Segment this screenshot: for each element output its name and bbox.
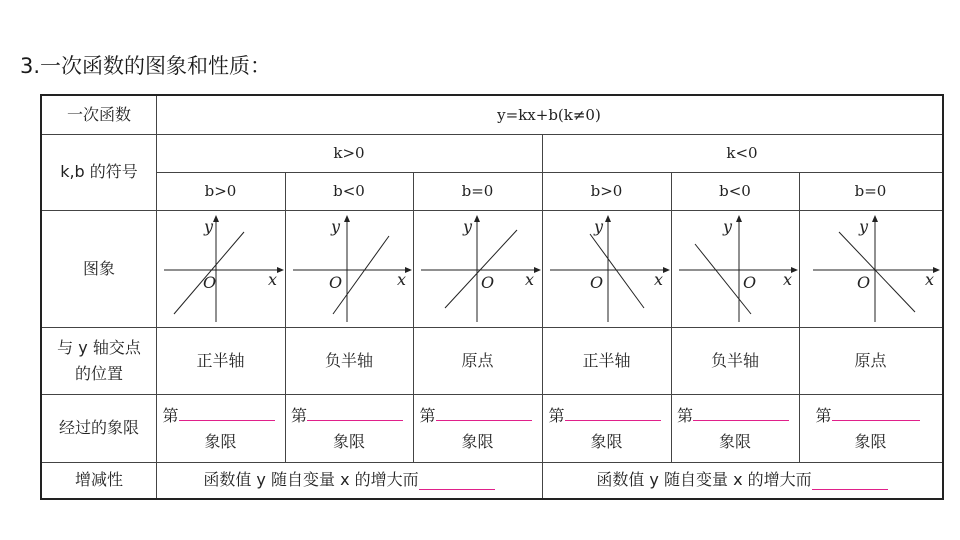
y-axis-label: y	[463, 217, 473, 236]
quadrant-cell	[285, 394, 413, 462]
quadrant-prefix: 第	[162, 405, 179, 425]
intersection-value: 负半轴	[324, 350, 373, 370]
function-properties-table	[40, 94, 944, 500]
row-label-signs: k,b 的符号	[60, 162, 138, 181]
graph-k-neg-b-pos	[542, 210, 671, 327]
quadrant-prefix: 第	[548, 405, 565, 425]
answer-blank[interactable]	[436, 402, 532, 421]
k-negative-header: k<0	[726, 144, 758, 162]
quadrant-prefix: 第	[419, 405, 436, 425]
x-axis-label: x	[397, 270, 407, 289]
origin-label: O	[329, 273, 343, 292]
origin-label: O	[857, 273, 871, 292]
quadrant-cell	[156, 394, 285, 462]
graph-k-pos-b-neg	[285, 210, 413, 327]
quadrant-cell	[413, 394, 542, 462]
b-case: b=0	[461, 182, 494, 200]
x-axis-label: x	[654, 270, 664, 289]
quadrant-suffix: 象限	[854, 431, 887, 451]
y-axis-label: y	[204, 217, 214, 236]
monotonic-text: 函数值 y 随自变量 x 的增大而	[596, 470, 812, 489]
k-positive-header: k>0	[333, 144, 365, 162]
y-axis-label: y	[331, 217, 341, 236]
answer-blank[interactable]	[307, 402, 403, 421]
origin-label: O	[203, 273, 217, 292]
x-axis-label: x	[783, 270, 793, 289]
graph-k-pos-b-pos	[156, 210, 285, 327]
b-case: b>0	[590, 182, 623, 200]
quadrant-prefix: 第	[815, 405, 832, 425]
row-label-intersection	[42, 327, 156, 394]
quadrant-suffix: 象限	[461, 431, 494, 451]
row-label-intersection-line2: 的位置	[74, 363, 123, 383]
row-label-quadrant: 经过的象限	[58, 418, 139, 437]
b-case: b<0	[333, 182, 365, 200]
b-case: b=0	[854, 182, 887, 200]
answer-blank[interactable]	[693, 402, 789, 421]
b-case: b<0	[719, 182, 751, 200]
quadrant-suffix: 象限	[718, 431, 751, 451]
row-label-intersection-line1: 与 y 轴交点	[57, 337, 141, 357]
intersection-value: 原点	[854, 350, 887, 370]
intersection-value: 负半轴	[710, 350, 759, 370]
answer-blank[interactable]	[419, 471, 495, 490]
answer-blank[interactable]	[812, 471, 888, 490]
quadrant-cell	[542, 394, 671, 462]
row-label-graph: 图象	[82, 258, 115, 278]
y-axis-label: y	[859, 217, 869, 236]
origin-label: O	[590, 273, 604, 292]
intersection-value: 原点	[461, 350, 494, 370]
monotonic-cell-k-positive	[156, 462, 542, 498]
row-label-function: 一次函数	[66, 105, 131, 124]
x-axis-label: x	[925, 270, 935, 289]
quadrant-suffix: 象限	[332, 431, 365, 451]
monotonic-cell-k-negative	[542, 462, 942, 498]
quadrant-prefix: 第	[291, 405, 308, 425]
origin-label: O	[743, 273, 757, 292]
y-axis-label: y	[723, 217, 733, 236]
x-axis-label: x	[525, 270, 535, 289]
quadrant-cell	[671, 394, 799, 462]
quadrant-cell	[799, 394, 942, 462]
quadrant-suffix: 象限	[590, 431, 623, 451]
intersection-value: 正半轴	[582, 350, 631, 370]
graph-k-pos-b-zero	[413, 210, 542, 327]
graph-k-neg-b-zero	[799, 210, 942, 327]
monotonic-text: 函数值 y 随自变量 x 的增大而	[203, 470, 419, 489]
y-axis-label: y	[594, 217, 604, 236]
origin-label: O	[481, 273, 495, 292]
quadrant-prefix: 第	[677, 405, 694, 425]
intersection-value: 正半轴	[196, 350, 245, 370]
b-case: b>0	[204, 182, 237, 200]
graph-k-neg-b-neg	[671, 210, 799, 327]
section-title: 3.一次函数的图象和性质：	[20, 54, 272, 78]
answer-blank[interactable]	[179, 402, 275, 421]
function-formula: y=kx+b(k≠0)	[497, 106, 601, 124]
quadrant-suffix: 象限	[204, 431, 237, 451]
answer-blank[interactable]	[565, 402, 661, 421]
x-axis-label: x	[268, 270, 278, 289]
answer-blank[interactable]	[832, 402, 920, 421]
row-label-monotonic: 增减性	[74, 470, 123, 489]
